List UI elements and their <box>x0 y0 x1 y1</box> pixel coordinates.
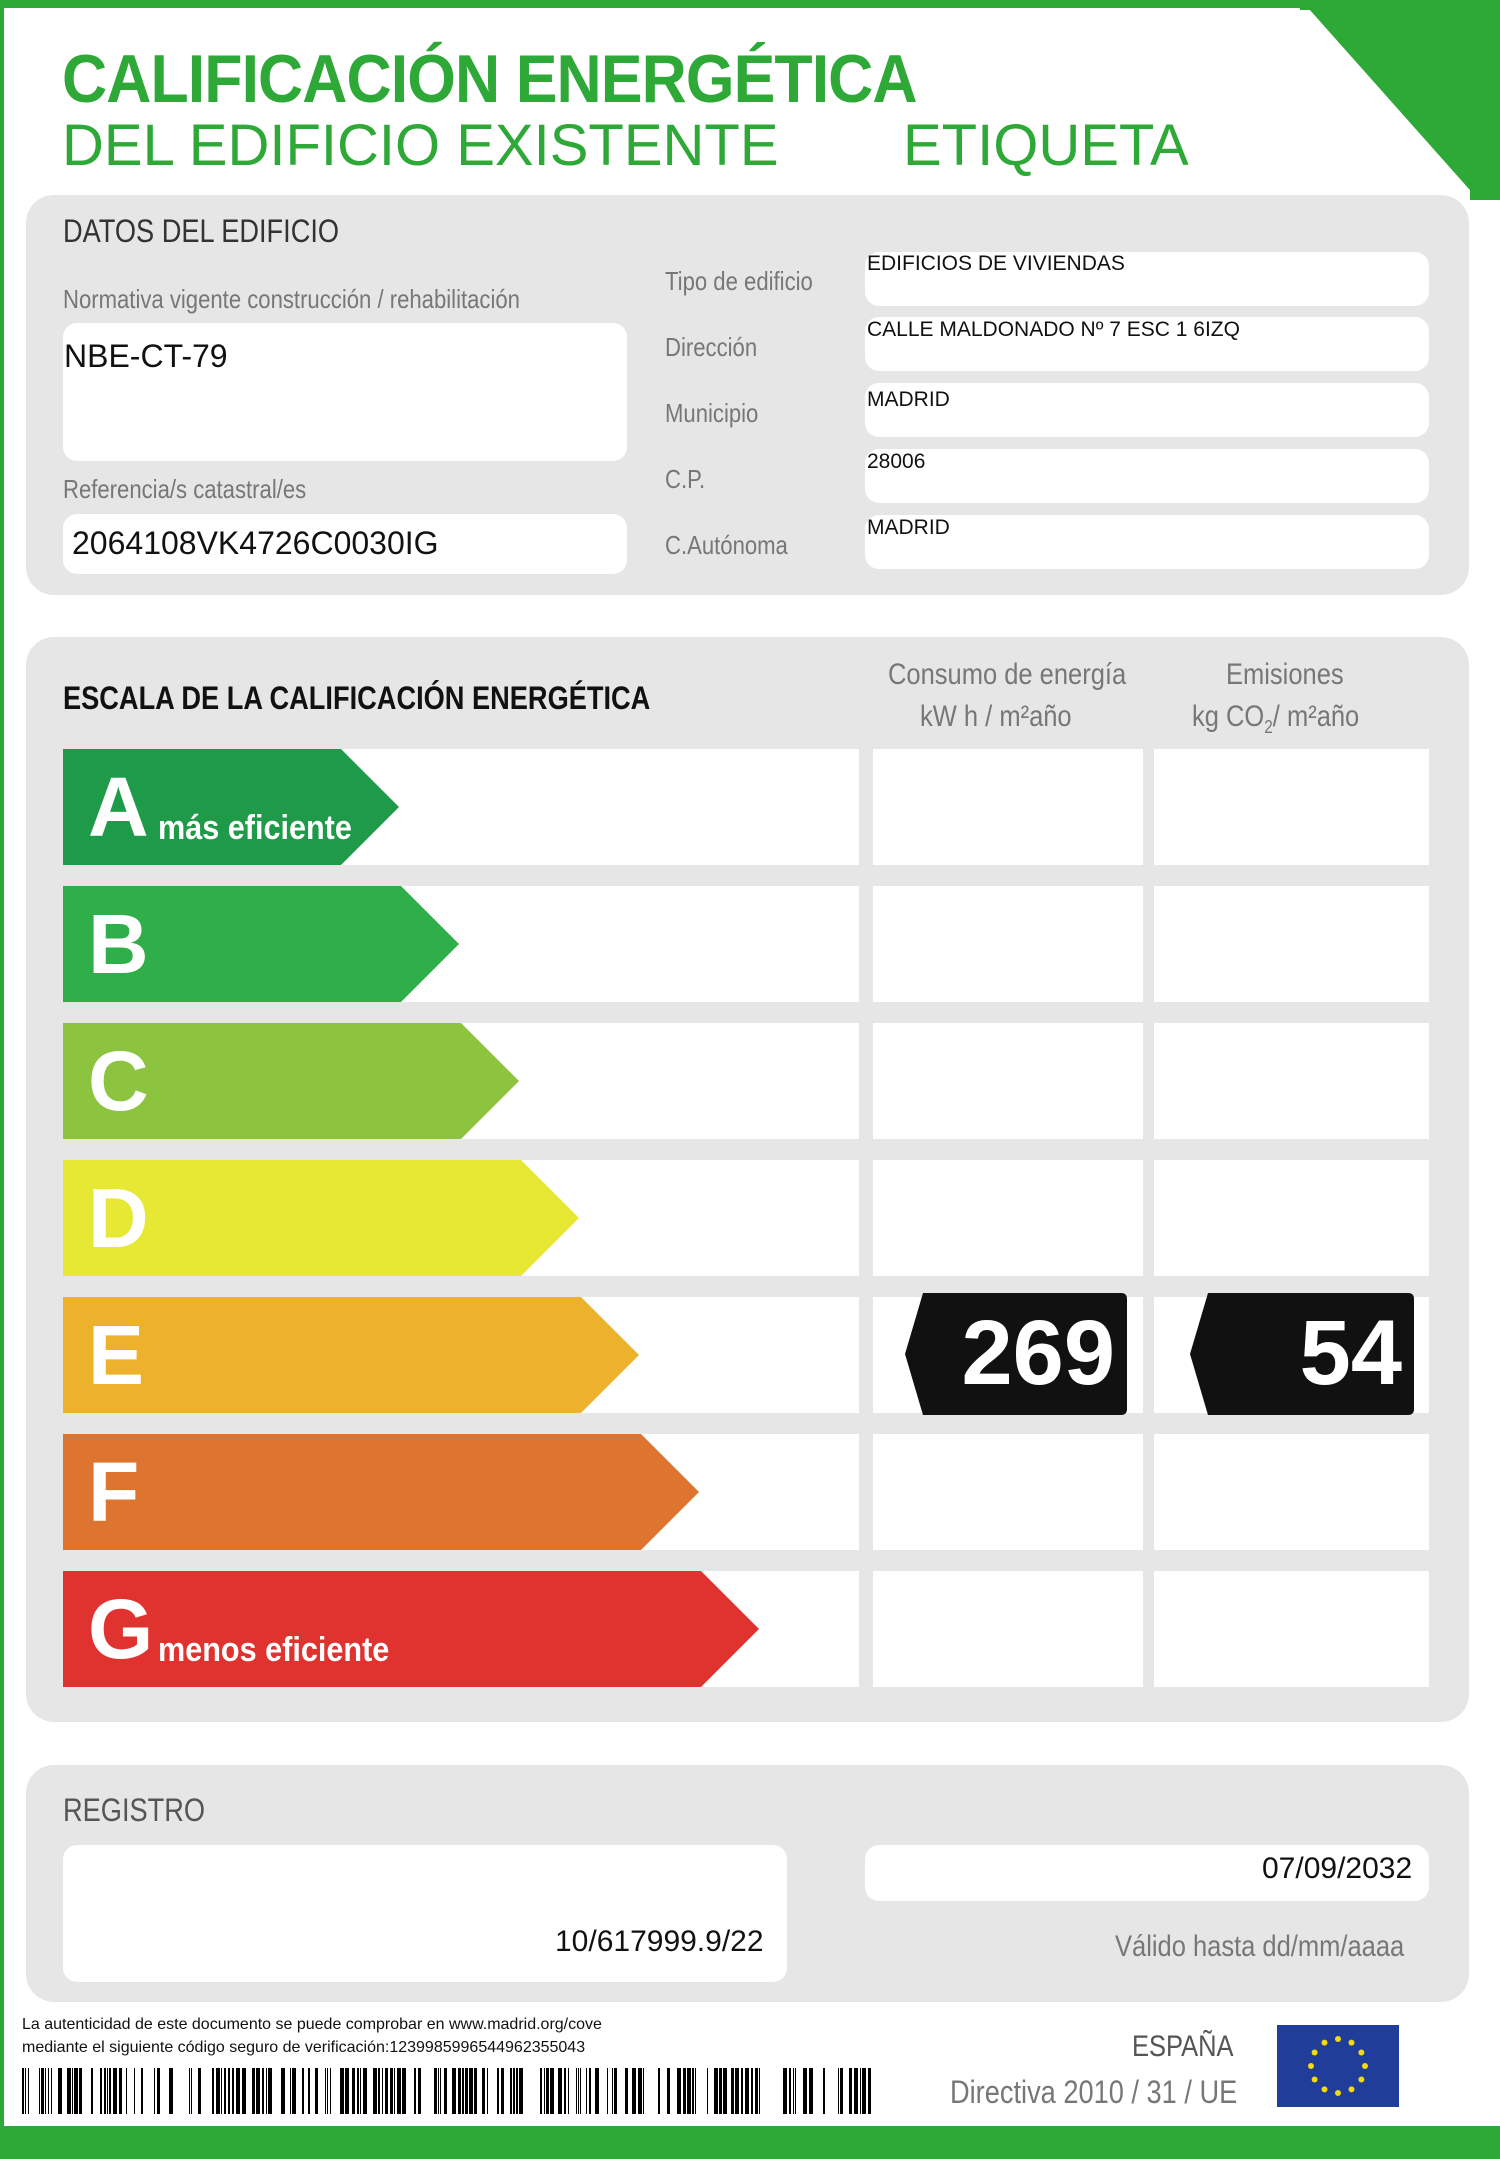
barcode-bar <box>281 2068 285 2114</box>
barcode-bar <box>113 2068 117 2114</box>
label-heading: ETIQUETA <box>903 113 1189 178</box>
consumo-cell-d <box>873 1160 1143 1276</box>
barcode-bar <box>308 2068 310 2114</box>
barcode-bar <box>434 2068 437 2114</box>
barcode-bar <box>402 2068 406 2114</box>
registration-value: 10/617999.9/22 <box>555 1925 764 1958</box>
municipio-value: MADRID <box>867 388 950 411</box>
barcode-bar <box>544 2068 545 2114</box>
emisiones-cell-g <box>1154 1571 1429 1687</box>
barcode-bar <box>107 2068 108 2114</box>
barcode-bar <box>438 2068 439 2114</box>
consumo-cell-c <box>873 1023 1143 1139</box>
barcode-bar <box>330 2068 331 2114</box>
barcode-bar <box>595 2068 599 2114</box>
energy-class-e-arrow <box>63 1297 639 1413</box>
emisiones-rating-value: 54 <box>1299 1302 1402 1404</box>
valid-until-label: Válido hasta dd/mm/aaaa <box>1115 1930 1405 1963</box>
barcode-bar <box>315 2068 318 2114</box>
barcode-bar <box>658 2068 660 2114</box>
barcode-bar <box>860 2068 861 2114</box>
barcode-bar <box>67 2068 71 2114</box>
barcode-bar <box>104 2068 106 2114</box>
barcode-bar <box>482 2068 485 2114</box>
barcode-bar <box>516 2068 518 2114</box>
barcode-bar <box>252 2068 255 2114</box>
barcode-bar <box>497 2068 499 2114</box>
barcode-bar <box>540 2068 542 2114</box>
barcode-bar <box>643 2068 644 2114</box>
barcode-bar <box>221 2068 222 2114</box>
barcode-bar <box>741 2068 743 2114</box>
barcode-bar <box>58 2068 62 2114</box>
barcode-bar <box>340 2068 344 2114</box>
eu-star-icon <box>1349 2086 1355 2092</box>
barcode-bar <box>795 2068 796 2114</box>
eu-star-icon <box>1308 2063 1314 2069</box>
registration-title: REGISTRO <box>63 1792 206 1828</box>
barcode-bar <box>809 2068 813 2114</box>
barcode-bar <box>228 2068 230 2114</box>
barcode-bar <box>513 2068 515 2114</box>
barcode-bar <box>789 2068 791 2114</box>
energy-scale-title: ESCALA DE LA CALIFICACIÓN ENERGÉTICA <box>63 680 651 716</box>
barcode-bar <box>452 2068 456 2114</box>
barcode-bar <box>465 2068 468 2114</box>
barcode-bar <box>212 2068 214 2114</box>
barcode-bar <box>51 2068 52 2114</box>
emisiones-cell-d <box>1154 1160 1429 1276</box>
consumo-header-line1: Consumo de energía <box>888 658 1127 691</box>
barcode-bar <box>154 2068 155 2114</box>
barcode-bar <box>357 2068 359 2114</box>
barcode-bar <box>723 2068 727 2114</box>
frame-bottom-border <box>0 2126 1500 2159</box>
barcode-bar <box>862 2068 866 2114</box>
energy-class-letter-f: F <box>88 1445 140 1539</box>
barcode-bar <box>363 2068 367 2114</box>
valid-until-value: 07/09/2032 <box>1262 1852 1413 1885</box>
barcode-bar <box>558 2068 562 2114</box>
barcode-bar <box>632 2068 636 2114</box>
barcode-bar <box>385 2068 388 2114</box>
barcode-bar <box>25 2068 26 2114</box>
barcode-bar <box>325 2068 326 2114</box>
barcode-bar <box>612 2068 613 2114</box>
barcode-bar <box>695 2068 696 2114</box>
emisiones-cell-b <box>1154 886 1429 1002</box>
barcode-bar <box>352 2068 355 2114</box>
directive-reference: Directiva 2010 / 31 / UE <box>950 2074 1238 2110</box>
barcode-bar <box>677 2068 681 2114</box>
barcode-bar <box>469 2068 473 2114</box>
barcode-bar <box>189 2068 190 2114</box>
barcode-bar <box>759 2068 760 2114</box>
barcode-bar <box>290 2068 291 2114</box>
consumo-cell-g <box>873 1571 1143 1687</box>
energy-class-letter-b: B <box>88 897 149 991</box>
barcode-bar <box>751 2068 753 2114</box>
barcode-bar <box>501 2068 504 2114</box>
barcode-bar <box>474 2068 477 2114</box>
barcode-bar <box>793 2068 794 2114</box>
barcode-bar <box>236 2068 240 2114</box>
barcode-bar <box>568 2068 569 2114</box>
barcode-bar <box>232 2068 234 2114</box>
barcode-bar <box>550 2068 554 2114</box>
barcode-bar <box>45 2068 46 2114</box>
eu-star-icon <box>1349 2040 1355 2046</box>
barcode-bar <box>440 2068 441 2114</box>
corner-fold-decoration <box>1300 0 1500 200</box>
emisiones-cell-a <box>1154 749 1429 865</box>
consumo-header-line2: kW h / m²año <box>920 700 1072 733</box>
consumo-rating-value: 269 <box>961 1302 1115 1404</box>
energy-class-letter-d: D <box>88 1171 149 1265</box>
energy-class-letter-c: C <box>88 1034 149 1128</box>
direccion-label: Dirección <box>665 332 758 362</box>
direccion-value: CALLE MALDONADO Nº 7 ESC 1 6IZQ <box>867 318 1240 341</box>
consumo-cell-b <box>873 886 1143 1002</box>
energy-class-letter-g: G <box>88 1582 154 1676</box>
comunidad-value: MADRID <box>867 516 950 539</box>
cp-value: 28006 <box>867 450 926 473</box>
eu-star-icon <box>1322 2086 1328 2092</box>
barcode-bar <box>79 2068 82 2114</box>
barcode-bar <box>191 2068 192 2114</box>
barcode-bar <box>731 2068 734 2114</box>
eu-star-icon <box>1335 2036 1341 2042</box>
cp-field <box>865 449 1429 503</box>
barcode-bar <box>382 2068 383 2114</box>
barcode-bar <box>126 2068 127 2114</box>
normativa-label: Normativa vigente construcción / rehabilitación <box>63 284 520 314</box>
barcode-bar <box>707 2068 708 2114</box>
barcode-bar <box>735 2068 739 2114</box>
barcode-bar <box>823 2068 825 2114</box>
emisiones-cell-c <box>1154 1023 1429 1139</box>
barcode-bar <box>28 2068 29 2114</box>
eu-star-icon <box>1362 2063 1368 2069</box>
barcode-bar <box>141 2068 143 2114</box>
authenticity-line-2: mediante el siguiente código seguro de verificación:1239985996544962355043 <box>22 2039 586 2056</box>
energy-class-letter-a: A <box>88 760 149 854</box>
eu-star-icon <box>1312 2050 1318 2056</box>
barcode-bar <box>394 2068 395 2114</box>
energy-class-g-caption: menos eficiente <box>158 1631 390 1669</box>
emisiones-header-line2: kg $CO_2/$ m²año <box>1192 700 1360 737</box>
barcode-bar <box>625 2068 628 2114</box>
barcode-bar <box>169 2068 173 2114</box>
barcode-bar <box>487 2068 488 2114</box>
barcode-bar <box>302 2068 304 2114</box>
barcode-bar <box>576 2068 577 2114</box>
eu-flag-icon <box>1277 2025 1399 2107</box>
barcode-bar <box>714 2068 718 2114</box>
consumo-cell-f <box>873 1434 1143 1550</box>
cp-label: C.P. <box>665 464 706 494</box>
barcode-bar <box>840 2068 843 2114</box>
authenticity-line-1: La autenticidad de este documento se puede comprobar en www.madrid.org/cove <box>22 2016 602 2033</box>
eu-star-icon <box>1358 2077 1364 2083</box>
barcode-bar <box>91 2068 93 2114</box>
barcode-bar <box>48 2068 49 2114</box>
eu-star-icon <box>1335 2090 1341 2096</box>
barcode-bar <box>256 2068 260 2114</box>
barcode-bar <box>510 2068 512 2114</box>
barcode-bar <box>109 2068 111 2114</box>
barcode-bar <box>157 2068 160 2114</box>
authenticity-note <box>22 2013 922 2059</box>
barcode-bar <box>134 2068 135 2114</box>
barcode-bar <box>667 2068 670 2114</box>
barcode-bar <box>418 2068 421 2114</box>
barcode-bar <box>719 2068 722 2114</box>
barcode-bar <box>198 2068 201 2114</box>
barcode-bar <box>292 2068 296 2114</box>
barcode-image <box>22 2068 890 2114</box>
barcode-bar <box>607 2068 608 2114</box>
energy-class-letter-e: E <box>88 1308 145 1402</box>
barcode-bar <box>755 2068 758 2114</box>
barcode-bar <box>462 2068 464 2114</box>
barcode-bar <box>74 2068 78 2114</box>
barcode-bar <box>638 2068 642 2114</box>
barcode-bar <box>378 2068 380 2114</box>
tipo-edificio-value: EDIFICIOS DE VIVIENDAS <box>867 252 1125 275</box>
energy-class-f-arrow <box>63 1434 699 1550</box>
normativa-value: NBE-CT-79 <box>64 338 228 374</box>
barcode-bar <box>224 2068 226 2114</box>
municipio-label: Municipio <box>665 398 759 428</box>
barcode-bar <box>692 2068 694 2114</box>
barcode-bar <box>838 2068 839 2114</box>
barcode-bar <box>803 2068 807 2114</box>
emisiones-cell-f <box>1154 1434 1429 1550</box>
barcode-bar <box>589 2068 591 2114</box>
barcode-bar <box>39 2068 40 2114</box>
barcode-bar <box>458 2068 461 2114</box>
barcode-bar <box>268 2068 272 2114</box>
barcode-bar <box>345 2068 349 2114</box>
barcode-bar <box>242 2068 246 2114</box>
barcode-bar <box>266 2068 267 2114</box>
barcode-bar <box>546 2068 549 2114</box>
barcode-bar <box>519 2068 523 2114</box>
referencia-value: 2064108VK4726C0030IG <box>72 525 439 561</box>
eu-star-icon <box>1322 2040 1328 2046</box>
barcode-bar <box>849 2068 852 2114</box>
registration-field <box>63 1845 787 1982</box>
barcode-bar <box>586 2068 587 2114</box>
comunidad-label: C.Autónoma <box>665 530 788 560</box>
barcode-bar <box>119 2068 122 2114</box>
barcode-bar <box>444 2068 447 2114</box>
document-title: CALIFICACIÓN ENERGÉTICA <box>62 41 917 117</box>
barcode-bar <box>327 2068 328 2114</box>
country-name: ESPAÑA <box>1132 2030 1234 2063</box>
barcode-bar <box>745 2068 749 2114</box>
barcode-bar <box>216 2068 220 2114</box>
barcode-bar <box>868 2068 871 2114</box>
emisiones-header-line1: Emisiones <box>1226 658 1344 691</box>
barcode-bar <box>100 2068 102 2114</box>
barcode-bar <box>397 2068 401 2114</box>
tipo-edificio-label: Tipo de edificio <box>665 266 813 296</box>
barcode-bar <box>373 2068 377 2114</box>
document-subtitle: DEL EDIFICIO EXISTENTE <box>62 113 779 178</box>
barcode-bar <box>72 2068 73 2114</box>
referencia-label: Referencia/s catastral/es <box>63 474 307 504</box>
eu-star-icon <box>1358 2050 1364 2056</box>
barcode-bar <box>580 2068 581 2114</box>
barcode-bar <box>262 2068 264 2114</box>
frame-top-border <box>0 0 1500 8</box>
eu-star-icon <box>1312 2077 1318 2083</box>
barcode-bar <box>614 2068 617 2114</box>
barcode-bar <box>564 2068 566 2114</box>
barcode-bar <box>360 2068 361 2114</box>
barcode-bar <box>390 2068 393 2114</box>
barcode-bar <box>783 2068 787 2114</box>
energy-class-a-caption: más eficiente <box>158 809 352 847</box>
barcode-bar <box>578 2068 579 2114</box>
barcode-bar <box>414 2068 416 2114</box>
consumo-cell-a <box>873 749 1143 865</box>
barcode-bar <box>41 2068 44 2114</box>
barcode-bar <box>854 2068 858 2114</box>
barcode-bar <box>683 2068 686 2114</box>
barcode-bar <box>22 2068 24 2114</box>
barcode-bar <box>687 2068 691 2114</box>
frame-left-border <box>0 0 4 2159</box>
building-data-title: DATOS DEL EDIFICIO <box>63 213 340 249</box>
